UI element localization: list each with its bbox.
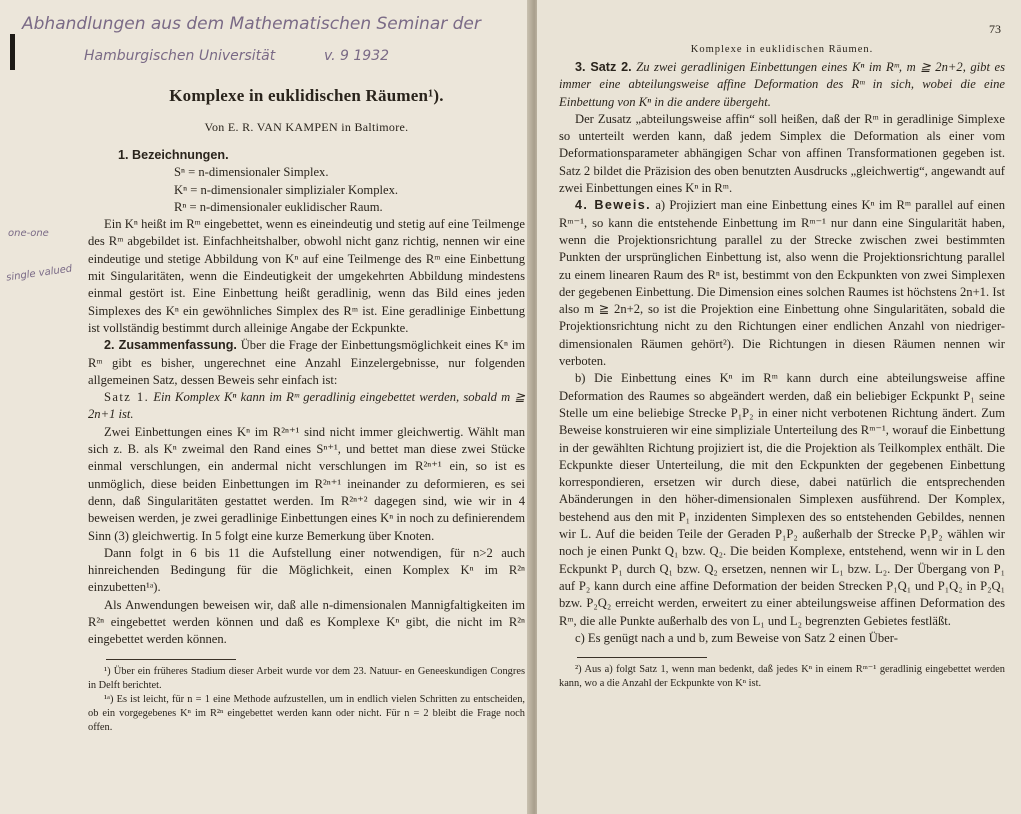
summary-text: Über die Frage der Einbettungsmöglichkeit eines Kⁿ im Rᵐ gibt es bisher, ungerechnet eine Anzahl Einzelergebnisse, nur folgenden allgemeinen Satz, dessen Beweis sehr einfach ist: bbox=[88, 338, 525, 387]
running-head: Komplexe in euklidischen Räumen. bbox=[690, 44, 874, 55]
handwritten-journal-line: Abhandlungen aus dem Mathematischen Seminar der bbox=[22, 14, 481, 34]
theorem-1-label: Satz 1. bbox=[104, 390, 150, 405]
proof-b: b) Die Einbettung eines Kⁿ im Rᵐ kann durch eine abteilungsweise affine Deformation des Raumes so abgeändert werden, daß ein beliebiger Eckpunkt P₁ seine Stelle um eine beliebige Strecke P₁P₂ in einer nicht verbotenen Richtung ändert. Zum Beweise konstruieren wir eine simpliziale Unterteilung des Rᵐ⁻¹, worauf die Einbettung in der gewählten Richtung projiziert ist, die die Projektion als Teilkomplex enthält. Die Eckpunkte dieser Unterteilung, die mit den Eckpunkten der gegebenen Einbettung korrespondieren, ersetzen wir durch diese, dabei natürlich die entsprechenden Abänderungen in den höher-dimensionalen Simplexen ausführend. Der Komplex, bestehend aus den mit P₁ inzidenten Simplexen des so entstehenden Gebildes, nennen wir L. Auf die beiden Teile der Geraden P₁P₂ außerhalb der Strecke P₁P₂ wählen wir noch je einen Punkt Q₁ bzw. Q₂. Die beiden Komplexe, entstehend, wenn wir in L den Eckpunkt P₁ durch Q₁ bzw. Q₂ ersetzen, nennen wir L₁ bzw. L₂. Der Übergang von P₁ auf P₂ kann durch eine affine Deformation der beiden Strecken P₁Q₁ und P₁Q₂ in P₂Q₁ bzw. P₂Q₂ erreicht werden, erweitert zu einer abteilungsweise affinen Deformation des Rᵐ, die alle Punkte außerhalb des von L₁ und L₂ begrenzten Gebietes festläßt. bbox=[559, 371, 1005, 628]
proof-label: 4. Beweis. bbox=[575, 198, 652, 213]
section-1-heading: 1. Bezeichnungen. bbox=[118, 148, 229, 162]
paragraph-summary bbox=[88, 337, 525, 389]
definition-space: Rⁿ = n-dimensionaler euklidischer Raum. bbox=[174, 199, 383, 214]
author-line: Von E. R. VAN KAMPEN in Baltimore. bbox=[204, 120, 409, 134]
theorem-1-text: Ein Komplex Kⁿ kann im Rᵐ geradlinig eingebettet werden, sobald m ≧ 2n+1 ist. bbox=[88, 390, 525, 422]
definition-complex: Kⁿ = n-dimensionaler simplizialer Komplex. bbox=[174, 182, 399, 197]
theorem-2-label: 3. Satz 2. bbox=[575, 60, 632, 74]
footnote-rule bbox=[106, 659, 236, 660]
definition-simplex: Sⁿ = n-dimensionaler Simplex. bbox=[174, 165, 329, 180]
handwritten-university-line: Hamburgischen Universität bbox=[84, 48, 276, 64]
proof-a-text: a) Projiziert man eine Einbettung eines Kⁿ im Rᵐ parallel auf einen Rᵐ⁻¹, so kann die entstehende Einbettung im Rᵐ⁻¹ nur dann eine Singularität haben, wenn die Projektionsrichtung parallel zu der Strecke zwischen zwei bestimmten Punkten der ursprünglichen Einbettung ist, also wenn die Projektionsrichtung parallel zu einem linearen Raum des Rⁿ ist, bestimmt von den Eckpunkten von zwei Simplexen der gegebenen Einbettung. Die Dimension eines solchen Raumes ist höchstens 2n+1. Ist also m ≧ 2n+2, so ist die Projektion eine Einbettung ohne Singularitäten, sobald die Projektionsrichtung nicht zu den Richtungen einer endlichen Anzahl von niedriger-dimensionalen Räumen gehört²). Die Richtungen in diesen Räumen nennen wir verboten. bbox=[559, 198, 1005, 369]
handwritten-margin-note-1: one-one bbox=[8, 228, 49, 239]
footnote-2: ²) Aus a) folgt Satz 1, wenn man bedenkt, daß jedes Kⁿ in einem Rᵐ⁻¹ geradlinig eingebettet werden kann, wo a die Anzahl der Eckpunkte von Kⁿ ist. bbox=[559, 664, 1005, 690]
paragraph-equivalence: Zwei Einbettungen eines Kⁿ im R²ⁿ⁺¹ sind nicht immer gleichwertig. Wählt man sich z. B. als Kⁿ zweimal den Rand eines Sⁿ⁺¹, und bettet man diese zwei Stücke einmal verschlungen, ein andermal nicht verschlungen im R²ⁿ⁺¹ ein, so ist es unmöglich, diese beiden Einbettungen im R²ⁿ⁺¹ ineinander zu deformieren, es sei denn, daß Singularitäten gestattet werden. Im R²ⁿ⁺² dagegen sind, wie wir in 4 beweisen werden, je zwei geradlinige Einbettungen eines Kⁿ in noch zu definierendem Sinn (3) gleichwertig. In 5 folgt eine kurze Bemerkung über Knoten. bbox=[88, 424, 525, 543]
binder-clip bbox=[10, 34, 15, 70]
proof-c: c) Es genügt nach a und b, zum Beweise von Satz 2 einen Über- bbox=[575, 630, 898, 645]
footnote-1a: ¹ᵃ) Es ist leicht, für n = 1 eine Methode aufzustellen, um in endlich vielen Schritten zu entscheiden, ob ein vorgegebenes Kⁿ im R²ⁿ eingebettet werden kann oder nicht. Für n = 2 bleibt die Frage noch offen. bbox=[88, 693, 525, 733]
footnote-rule-right bbox=[577, 657, 707, 658]
paragraph-outline: Dann folgt in 6 bis 11 die Aufstellung einer notwendigen, für n>2 auch hinreichenden Bedingung für die Möglichkeit, einen Komplex Kⁿ im R²ⁿ einzubetten¹ᵃ). bbox=[88, 545, 525, 595]
paragraph-affine: Der Zusatz „abteilungsweise affin“ soll heißen, daß der Rᵐ in geradlinige Simplexe so unterteilt werden kann, daß jedem Simplex die Deformation als einer vom Deformationsparameter abhängigen Schar von affinen Transformationen gegeben ist. Satz 2 bildet die Präzision des oben benutzten Ausdrucks „gleichwertig“, angewandt auf zwei Einbettungen eines Kⁿ in Rᵐ. bbox=[559, 111, 1005, 196]
handwritten-margin-note-2: single valued bbox=[5, 263, 73, 284]
theorem-1 bbox=[88, 389, 525, 424]
right-page bbox=[537, 0, 1021, 814]
paragraph-applications: Als Anwendungen beweisen wir, daß alle n-dimensionalen Mannigfaltigkeiten im R²ⁿ eingebettet werden können und daß es Komplexe Kⁿ gibt, die nicht im R²ⁿ eingebettet werden können. bbox=[88, 597, 525, 647]
proof-a bbox=[559, 197, 1005, 370]
paragraph-embedding-definition: Ein Kⁿ heißt im Rᵐ eingebettet, wenn es eineindeutig und stetig auf eine Teilmenge des Rᵐ abgebildet ist. Einfachheitshalber, obwohl nicht ganz richtig, nennen wir eine eindeutige und stetige Abbildung von Kⁿ auf eine Teilmenge des Rᵐ eine Einbettung mit Singularitäten, wenn die Eindeutigkeit der umgekehrten Abbildung mindestens einmal gestört ist. Eine Einbettung heißt geradlinig, wenn das Bild eines jeden Simplexes des Kⁿ ein gewöhnliches Simplex des Rᵐ ist. Eine geradlinige Einbettung ist vollständig bestimmt durch alleinige Angabe der Eckpunkte. bbox=[88, 217, 525, 335]
footnote-1: ¹) Über ein früheres Stadium dieser Arbeit wurde vor dem 23. Natuur- en Geneeskundigen Congres in Delft berichtet. bbox=[88, 665, 525, 691]
section-2-heading: 2. Zusammenfassung. bbox=[104, 338, 237, 353]
theorem-2-text: Zu zwei geradlinigen Einbettungen eines Kⁿ im Rᵐ, m ≧ 2n+2, gibt es immer eine abteilungsweise affine Deformation des Rᵐ in sich, wobei die eine Einbettung von Kⁿ in die andere übergeht. bbox=[559, 60, 1005, 109]
article-title: Komplexe in euklidischen Räumen¹). bbox=[169, 86, 444, 105]
page-number: 73 bbox=[989, 22, 1001, 36]
theorem-2 bbox=[559, 59, 1005, 111]
handwritten-volume: v. 9 1932 bbox=[324, 48, 390, 64]
definitions bbox=[118, 147, 525, 216]
